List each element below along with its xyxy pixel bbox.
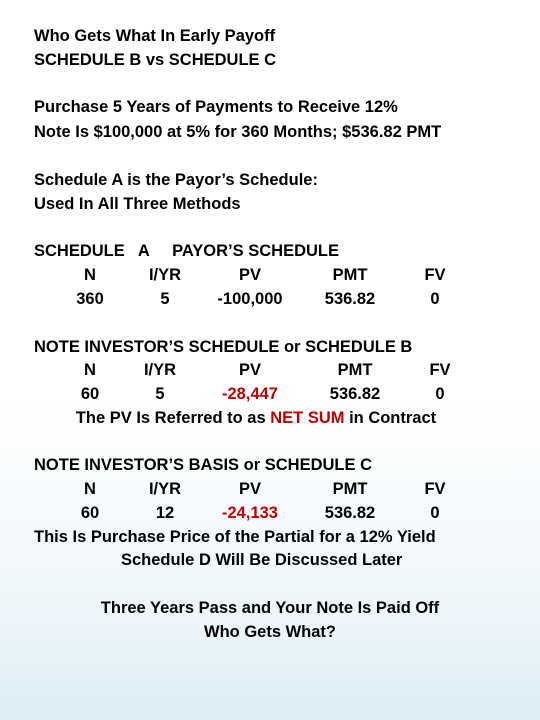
header-iyr: I/YR	[148, 266, 182, 284]
schedule-a-note-1: Schedule A is the Payor’s Schedule:	[34, 171, 318, 189]
value-pv: -100,000	[217, 290, 283, 308]
header-pmt: PMT	[332, 480, 368, 498]
closing-line-2: Who Gets What?	[204, 623, 336, 641]
value-pv: -28,447	[222, 385, 278, 403]
net-sum-highlight: NET SUM	[270, 409, 345, 427]
value-iyr: 5	[160, 290, 170, 308]
value-pmt: 536.82	[324, 504, 376, 522]
value-fv: 0	[430, 290, 440, 308]
header-pv: PV	[238, 361, 261, 379]
value-pmt: 536.82	[324, 290, 376, 308]
schedule-b-heading: NOTE INVESTOR’S SCHEDULE or SCHEDULE B	[34, 338, 413, 356]
header-n: N	[84, 361, 96, 379]
closing-line-1: Three Years Pass and Your Note Is Paid Off	[100, 599, 440, 617]
value-pv: -24,133	[222, 504, 278, 522]
schedule-c-note-2: Schedule D Will Be Discussed Later	[121, 551, 403, 569]
schedule-a-note-2: Used In All Three Methods	[34, 195, 241, 213]
schedule-c-note-1: This Is Purchase Price of the Partial for a 12% Yield	[34, 528, 436, 546]
header-fv: FV	[429, 361, 451, 379]
header-n: N	[84, 266, 96, 284]
note-suffix: in Contract	[344, 409, 437, 427]
header-iyr: I/YR	[148, 480, 182, 498]
value-n: 60	[80, 385, 100, 403]
header-fv: FV	[424, 480, 446, 498]
value-iyr: 12	[155, 504, 175, 522]
header-pmt: PMT	[337, 361, 373, 379]
value-pmt: 536.82	[329, 385, 381, 403]
intro-line-2: Note Is $100,000 at 5% for 360 Months; $536.82 PMT	[34, 123, 442, 141]
title-line-2: SCHEDULE B vs SCHEDULE C	[34, 51, 277, 69]
value-n: 60	[80, 504, 100, 522]
header-pv: PV	[238, 266, 261, 284]
value-iyr: 5	[155, 385, 165, 403]
header-fv: FV	[424, 266, 446, 284]
schedule-c-heading: NOTE INVESTOR’S BASIS or SCHEDULE C	[34, 456, 372, 474]
schedule-a-heading: SCHEDULE A PAYOR’S SCHEDULE	[34, 242, 339, 260]
value-fv: 0	[430, 504, 440, 522]
header-n: N	[84, 480, 96, 498]
title-line-1: Who Gets What In Early Payoff	[34, 27, 276, 45]
header-pmt: PMT	[332, 266, 368, 284]
value-fv: 0	[435, 385, 445, 403]
header-iyr: I/YR	[143, 361, 177, 379]
note-prefix: The PV Is Referred to as	[75, 409, 271, 427]
intro-line-1: Purchase 5 Years of Payments to Receive 12%	[34, 98, 398, 116]
schedule-b-note	[0, 408, 526, 428]
value-n: 360	[76, 290, 104, 308]
header-pv: PV	[238, 480, 261, 498]
